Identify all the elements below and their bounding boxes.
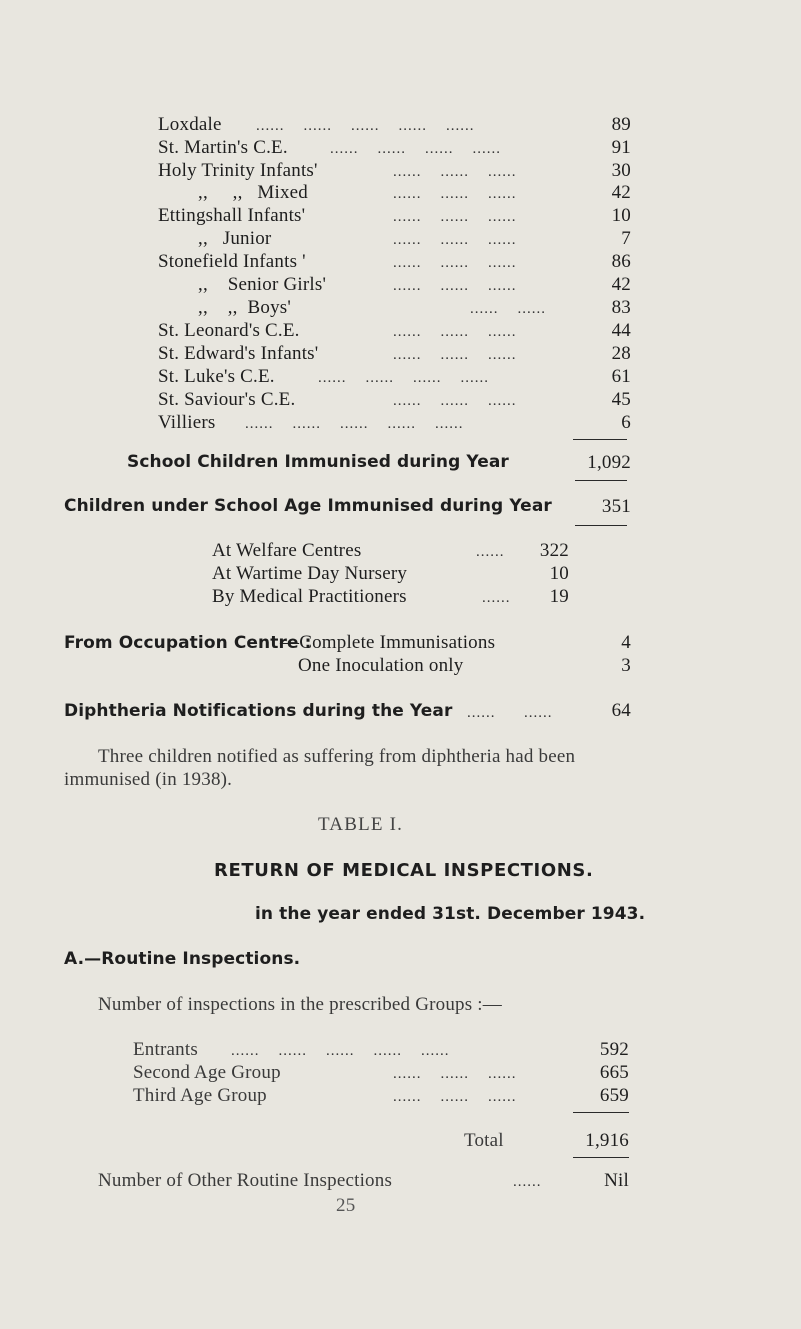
school-name: Loxdale	[158, 114, 222, 135]
other-routine-value: Nil	[604, 1170, 629, 1191]
school-count: 42	[611, 182, 631, 203]
school-count: 89	[611, 114, 631, 135]
group-value: 592	[599, 1039, 629, 1060]
school-count: 44	[611, 320, 631, 341]
school-count: 61	[611, 366, 631, 387]
school-count: 42	[611, 274, 631, 295]
school-name: St. Leonard's C.E.	[158, 320, 300, 341]
return-title: RETURN OF MEDICAL INSPECTIONS.	[214, 860, 594, 881]
occupation-row-value: 3	[621, 655, 631, 676]
school-name: St. Saviour's C.E.	[158, 389, 296, 410]
occupation-row-value: 4	[621, 632, 631, 653]
school-count: 28	[611, 343, 631, 364]
breakdown-label: At Wartime Day Nursery	[212, 563, 408, 584]
total-rule	[575, 480, 627, 481]
school-name: ,, Senior Girls'	[198, 274, 327, 295]
note-line: immunised (in 1938).	[64, 769, 233, 790]
school-name: ,, ,, Boys'	[198, 297, 291, 318]
school-count: 86	[611, 251, 631, 272]
school-name: St. Edward's Infants'	[158, 343, 319, 364]
school-count: 83	[611, 297, 631, 318]
occupation-label: From Occupation Centre :	[64, 633, 312, 653]
total-rule	[575, 525, 627, 526]
school-count: 45	[611, 389, 631, 410]
total-rule	[573, 439, 627, 440]
breakdown-label: At Welfare Centres	[212, 540, 362, 561]
groups-total-value: 1,916	[585, 1130, 629, 1151]
breakdown-value: 322	[539, 540, 569, 561]
occupation-row-label: —Complete Immunisations	[280, 632, 496, 653]
breakdown-value: 10	[549, 563, 569, 584]
group-label: Third Age Group	[133, 1085, 267, 1106]
return-subtitle: in the year ended 31st. December 1943.	[255, 904, 646, 924]
groups-intro: Number of inspections in the prescribed Groups :—	[98, 994, 502, 1015]
group-label: Second Age Group	[133, 1062, 281, 1083]
total-rule	[573, 1112, 629, 1113]
breakdown-value: 19	[549, 586, 569, 607]
table-label: TABLE I.	[318, 814, 404, 835]
school-total-label: School Children Immunised during Year	[127, 452, 509, 472]
section-heading: A.—Routine Inspections.	[64, 949, 301, 969]
group-value: 659	[599, 1085, 629, 1106]
school-total-value: 1,092	[587, 452, 631, 473]
school-name: Villiers	[158, 412, 216, 433]
group-value: 665	[599, 1062, 629, 1083]
page-number: 25	[336, 1195, 356, 1216]
note-line: Three children notified as suffering from diphtheria had been	[98, 746, 576, 767]
school-count: 10	[611, 205, 631, 226]
school-name: ,, ,, Mixed	[198, 182, 309, 203]
diphtheria-value: 64	[611, 700, 631, 721]
breakdown-label: By Medical Practitioners	[212, 586, 407, 607]
document-page: Loxdale ...... ...... ...... ...... ...... 89 St. Martin's C.E. ...... ...... ...... ...... 91 Holy Trinity Infants' ...... ...... ...... 30 ,, ,, Mixed ...... ...... ...... 42 Ettingshall Infants' ...... ...... ...... 10 ,, Junior ...... ...... ...... 7 Stonefield Infants ' ...... ...... ...... 86 ,, Senior Girls' ...... ...... ...... 42 ,, ,, Boys' ...... ...... 83 St. Leonard's C.E. ...... ...... ...... 44 St. Edward's Infants' ...... ...... ...... 28 St. Luke's C.E. ...... ...... ...... ...... 61 St. Saviour's C.E. ...... ...... ...... 45 Villiers ...... ...... ...... ...... ...... 6 School Children Immunised during Year 1,092 Children under School Age Immunised during Year 351 At Welfare Centres ...... 322 At Wartime Day Nursery 10 By Medical Practitioners ...... 19 From Occupation Centre : —Complete Immunisations 4 One Inoculation only 3 Diphtheria Notifications during the Year ...... ...... 64 Three children notified as suffering from diphtheria had been immunised (in 1938). TABLE I. RETURN OF MEDICAL INSPECTIONS. in the year ended 31st. December 1943. A.—Routine Inspections. Number of inspections in the prescribed Groups :— Entrants ...... ...... ...... ...... ...... 592 Second Age Group ...... ...... ...... 665 Third Age Group ...... ...... ...... 659 Total 1,916 Number of Other Routine Inspections ...... Nil 25	[64, 114, 646, 1216]
school-name: Stonefield Infants '	[158, 251, 306, 272]
school-count: 30	[611, 160, 631, 181]
under-school-label: Children under School Age Immunised during Year	[64, 496, 552, 516]
school-count: 91	[611, 137, 631, 158]
occupation-row-label: One Inoculation only	[298, 655, 464, 676]
school-name: St. Martin's C.E.	[158, 137, 288, 158]
other-routine-label: Number of Other Routine Inspections	[98, 1170, 393, 1191]
school-name: St. Luke's C.E.	[158, 366, 275, 387]
school-count: 7	[621, 228, 631, 249]
school-name: Holy Trinity Infants'	[158, 160, 318, 181]
diphtheria-label: Diphtheria Notifications during the Year	[64, 701, 453, 721]
groups-total-label: Total	[464, 1130, 504, 1151]
school-name: Ettingshall Infants'	[158, 205, 306, 226]
under-school-value: 351	[601, 496, 631, 517]
school-name: ,, Junior	[198, 228, 272, 249]
total-rule	[573, 1157, 629, 1158]
school-count: 6	[621, 412, 631, 433]
group-label: Entrants	[133, 1039, 198, 1060]
